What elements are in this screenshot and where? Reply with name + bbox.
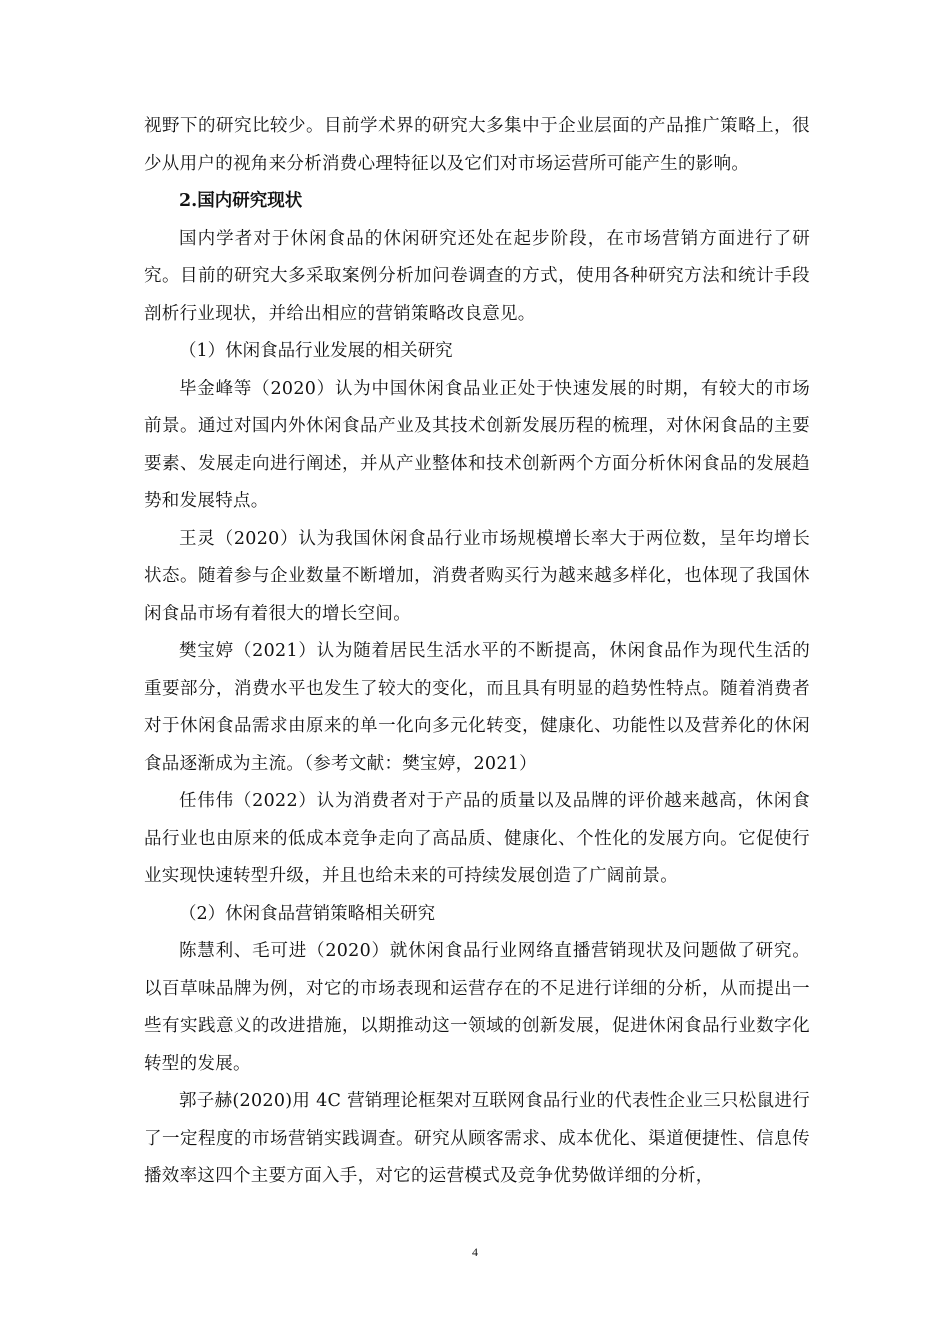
paragraph-fan-baoting: 樊宝婷（2021）认为随着居民生活水平的不断提高，休闲食品作为现代生活的重要部分，消费水平也发生了较大的变化，而且具有明显的趋势性特点。随着消费者对于休闲食品需求由原来的单一化向多元化转变，健康化、功能性以及营养化的休闲食品逐渐成为主流。（参考文献：樊宝婷，2021） [144, 641, 810, 774]
subheading-industry-development: （1）休闲食品行业发展的相关研究 [179, 341, 453, 361]
paragraph-bi-jinfeng: 毕金峰等（2020）认为中国休闲食品业正处于快速发展的时期，有较大的市场前景。通过对国内外休闲食品产业及其技术创新发展历程的梳理，对休闲食品的主要要素、发展走向进行阐述，并从产业整体和技术创新两个方面分析休闲食品的发展趋势和发展特点。 [144, 378, 810, 511]
paragraph-wang-ling: 王灵（2020）认为我国休闲食品行业市场规模增长率大于两位数，呈年均增长状态。随着参与企业数量不断增加，消费者购买行为越来越多样化，也体现了我国休闲食品市场有着很大的增长空间。 [144, 528, 810, 624]
paragraph-guo-zihe: 郭子赫(2020)用 4C 营销理论框架对互联网食品行业的代表性企业三只松鼠进行了一定程度的市场营销实践调查。研究从顾客需求、成本优化、渠道便捷性、信息传播效率这四个主要方面入手，对它的运营模式及竞争优势做详细的分析， [144, 1091, 810, 1186]
paragraph-continuation: 视野下的研究比较少。目前学术界的研究大多集中于企业层面的产品推广策略上，很少从用户的视角来分析消费心理特征以及它们对市场运营所可能产生的影响。 [144, 116, 810, 174]
paragraph-ren-weiwei: 任伟伟（2022）认为消费者对于产品的质量以及品牌的评价越来越高，休闲食品行业也由原来的低成本竞争走向了高品质、健康化、个性化的发展方向。它促使行业实现快速转型升级，并且也给未来的可持续发展创造了广阔前景。 [144, 791, 810, 886]
document-body [144, 108, 810, 1196]
paragraph-chen-huili: 陈慧利、毛可进（2020）就休闲食品行业网络直播营销现状及问题做了研究。以百草味品牌为例，对它的市场表现和运营存在的不足进行详细的分析，从而提出一些有实践意义的改进措施，以期推动这一领域的创新发展，促进休闲食品行业数字化转型的发展。 [144, 941, 810, 1074]
section-heading-domestic-research: 2.国内研究现状 [179, 191, 303, 211]
subheading-marketing-strategy: （2）休闲食品营销策略相关研究 [179, 903, 436, 924]
page-number: 4 [472, 1245, 478, 1259]
paragraph-domestic-overview: 国内学者对于休闲食品的休闲研究还处在起步阶段，在市场营销方面进行了研究。目前的研究大多采取案例分析加问卷调查的方式，使用各种研究方法和统计手段剖析行业现状，并给出相应的营销策略改良意见。 [144, 228, 810, 324]
